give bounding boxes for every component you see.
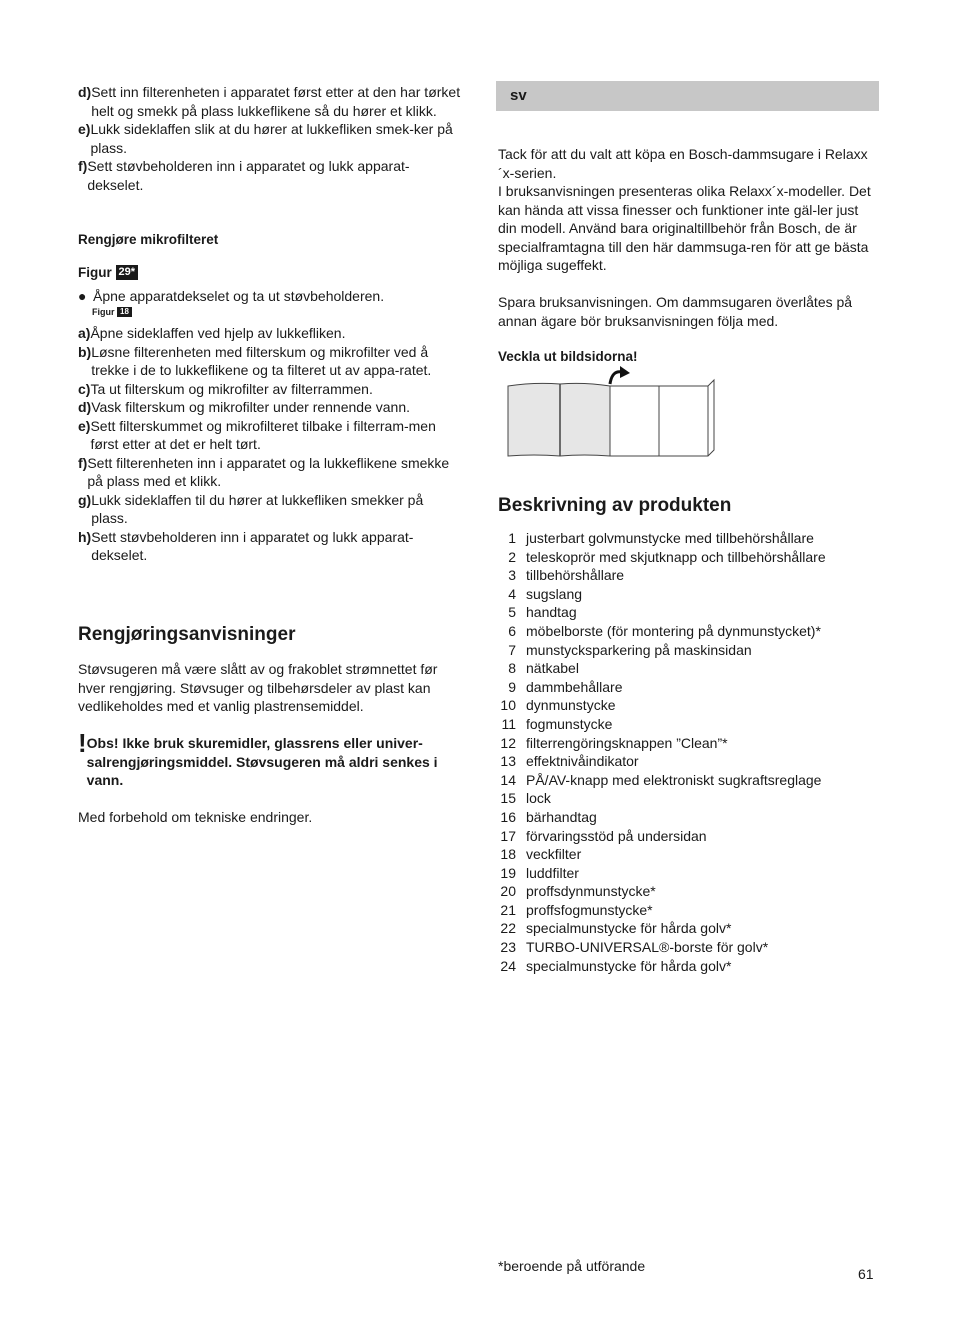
step-item: f) Sett støvbeholderen inn i apparatet og lukk apparat-dekselet. — [78, 158, 410, 193]
micro-heading: Rengjøre mikrofilteret — [78, 232, 219, 247]
step-item: f) Sett filterenheten inn i apparatet og la lukkeflikene smekke på plass med et klikk. — [78, 454, 450, 489]
figure-badge: 29* — [116, 265, 139, 280]
list-item: 2 teleskoprör med skjutknapp och tillbehörshållare — [508, 548, 826, 565]
warning-block — [78, 728, 463, 790]
list-item: 21 proffsfogmunstycke* — [500, 901, 653, 918]
figure-small-label: Figur — [92, 307, 115, 317]
step-item: b) Løsne filterenheten med filterskum og mikrofilter ved å trekke i de to lukkeflikene og ta filteret ut av appa-ratet. — [78, 343, 432, 378]
figure-ref — [78, 265, 138, 280]
bullet-item: ● Åpne apparatdekselet og ta ut støvbeholderen. — [78, 288, 385, 304]
list-item: 18 veckfilter — [500, 846, 582, 863]
bullet-icon: ● — [78, 288, 87, 304]
step-item: d) Sett inn filterenheten i apparatet først etter at den har tørket helt og smekk på plass lukkeflikene så du hører et klikk. — [78, 84, 461, 119]
step-item: a) Åpne sideklaffen ved hjelp av lukkefliken. — [78, 325, 346, 341]
footnote: *beroende på utförande — [498, 1258, 646, 1274]
intro-paragraph-3: Spara bruksanvisningen. Om dammsugaren överlåtes på annan ägare bör bruksanvisningen följa med. — [498, 294, 853, 329]
reservation-text: Med forbehold om tekniske endringer. — [78, 809, 313, 825]
step-item: d) Vask filterskum og mikrofilter under rennende vann. — [78, 399, 410, 415]
step-item: h) Sett støvbeholderen inn i apparatet og lukk apparat-dekselet. — [78, 528, 414, 563]
warning-icon: ! — [78, 728, 87, 758]
list-item: 1 justerbart golvmunstycke med tillbehörshållare — [508, 530, 814, 546]
list-item: 14 PÅ/AV-knapp med elektroniskt sugkraftsreglage — [500, 771, 822, 788]
cleaning-text: Støvsugeren må være slått av og frakoblet strømnettet før hver rengjøring. Støvsuger og tilbehørsdeler av plast kan vedlikeholdes med et vanlig plastrensemiddel. — [78, 661, 438, 714]
list-item: 8 nätkabel — [508, 660, 579, 677]
product-parts-list — [496, 529, 878, 975]
list-item: 10 dynmunstycke — [500, 697, 616, 714]
warning-text: Obs! Ikke bruk skuremidler, glassrens eller univer-salrengjøringsmiddel. Støvsugeren må aldri senkes i vann. — [86, 735, 438, 788]
list-item: 24 specialmunstycke för hårda golv* — [500, 957, 732, 974]
page-number: 61 — [858, 1266, 874, 1282]
list-item: 3 tillbehörshållare — [508, 567, 625, 584]
list-item: 15 lock — [500, 790, 551, 807]
unfold-heading: Veckla ut bildsidorna! — [498, 349, 638, 364]
language-bar — [496, 81, 879, 111]
figure-label: Figur — [78, 265, 112, 280]
cleaning-steps — [78, 324, 463, 565]
step-item: c) Ta ut filterskum og mikrofilter av filterrammen. — [78, 380, 373, 397]
list-item: 17 förvaringsstöd på undersidan — [500, 827, 707, 844]
list-item: 6 möbelborste (för montering på dynmunstycket)* — [508, 622, 821, 639]
list-item: 20 proffsdynmunstycke* — [500, 883, 656, 900]
list-item: 9 dammbehållare — [508, 678, 623, 695]
unfold-pages-illustration — [504, 366, 720, 462]
cleaning-heading: Rengjøringsanvisninger — [78, 624, 296, 645]
intro-steps — [78, 83, 463, 194]
step-item: g) Lukk sideklaffen til du hører at lukkefliken smekker på plass. — [78, 491, 424, 526]
figure-ref-small — [92, 307, 132, 317]
left-page — [508, 383, 560, 456]
step-item: e) Lukk sideklaffen slik at du hører at lukkefliken smek-ker på plass. — [78, 121, 453, 156]
step-item: e) Sett filterskummet og mikrofilteret tilbake i filterram-men først etter at det er helt tørt. — [78, 417, 436, 452]
language-code: sv — [510, 87, 527, 104]
list-item: 16 bärhandtag — [500, 808, 597, 825]
list-item: 12 filterrengöringsknappen ”Clean”* — [500, 734, 728, 751]
list-item: 7 munstycksparkering på maskinsidan — [508, 641, 752, 658]
figure-small-badge: 18 — [117, 307, 132, 317]
intro-paragraph-2: I bruksanvisningen presenteras olika Relaxx´x-modeller. Det kan hända att vissa finesser och funktioner inte gäl-ler just din modell. Använd bara originaltillbehör från Bosch, de är specialframtagna till den här dammsuga-ren för att ge bästa möjliga sugeffekt. — [498, 183, 871, 273]
fold-flap-2 — [659, 380, 714, 456]
list-item: 4 sugslang — [508, 585, 583, 602]
product-heading: Beskrivning av produkten — [498, 495, 732, 516]
list-item: 13 effektnivåindikator — [500, 753, 639, 770]
list-item: 19 luddfilter — [500, 864, 579, 881]
list-item: 11 fogmunstycke — [501, 715, 613, 732]
list-item: 5 handtag — [508, 604, 577, 621]
list-item: 22 specialmunstycke för hårda golv* — [500, 920, 732, 937]
list-item: 23 TURBO-UNIVERSAL®-borste för golv* — [500, 939, 769, 956]
right-page — [560, 383, 610, 456]
intro-paragraph-1: Tack för att du valt att köpa en Bosch-dammsugare i Relaxx´x-serien. — [498, 146, 868, 181]
fold-flap-1 — [610, 386, 659, 456]
